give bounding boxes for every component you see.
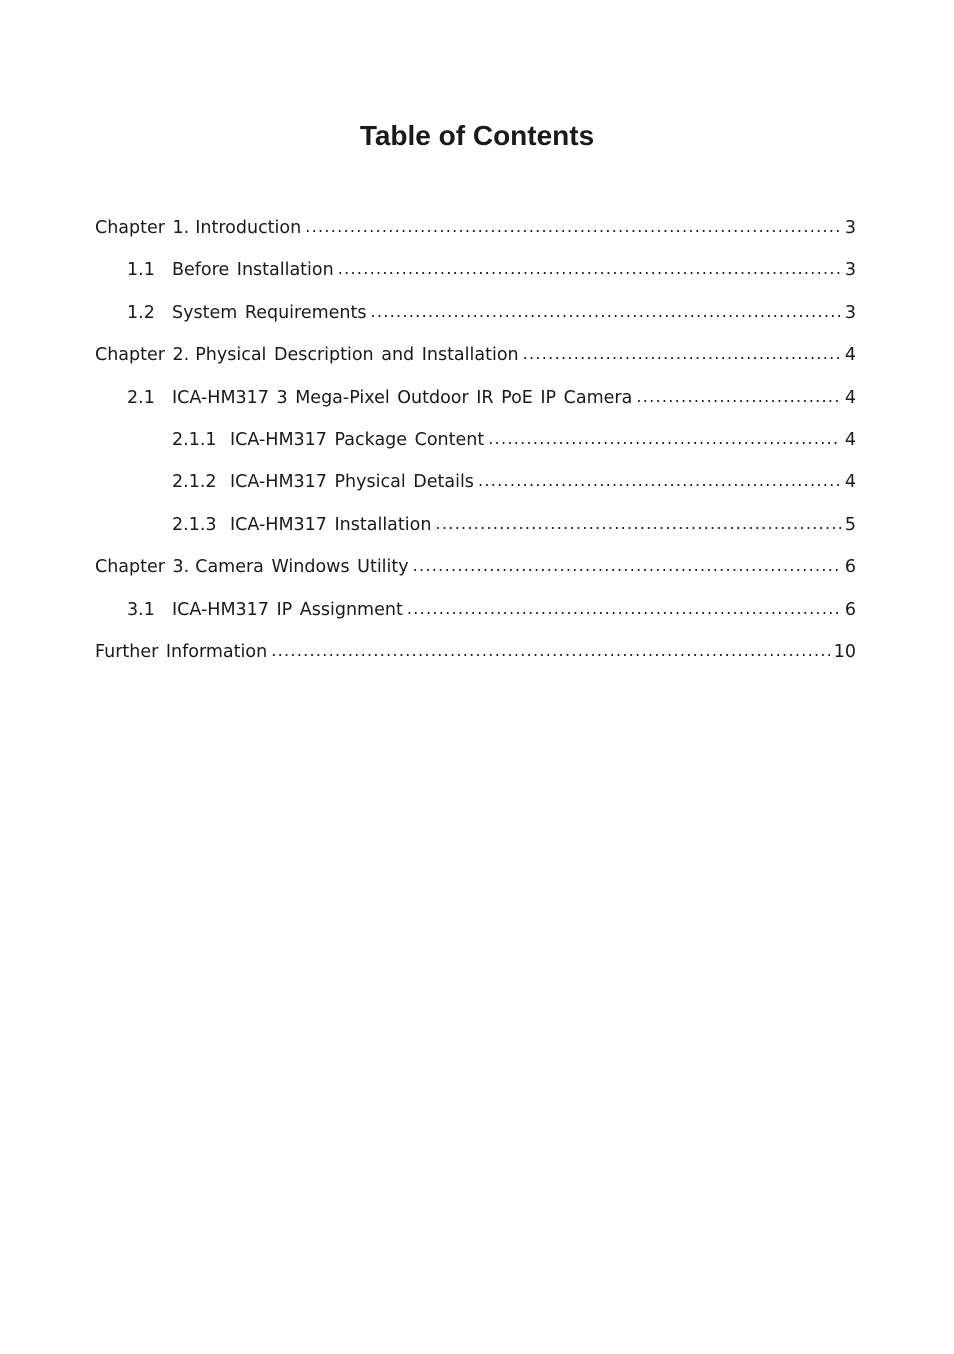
toc-entry-further-information[interactable] (95, 639, 856, 681)
toc-entry-label: ICA-HM317 IP Assignment (172, 599, 403, 620)
toc-entry-3-1[interactable] (95, 597, 856, 639)
dot-leader (435, 512, 840, 537)
toc-entry-number: 2.1.2 (172, 472, 217, 493)
toc-entry-number: Chapter 1. (95, 218, 190, 238)
toc-entry-page: 3 (844, 260, 856, 281)
toc-entry-page: 3 (844, 218, 856, 238)
toc-entry-page: 3 (844, 302, 856, 323)
dot-leader (271, 639, 830, 664)
toc-entry-page: 4 (844, 345, 856, 366)
toc-entry-2-1-1[interactable] (95, 427, 856, 469)
toc-entry-number: 2.1.3 (172, 514, 217, 535)
toc-entry-page: 6 (844, 599, 856, 620)
toc-entry-number: 2.1 (127, 387, 155, 408)
toc-entry-label: System Requirements (172, 302, 367, 323)
dot-leader (413, 554, 841, 579)
toc-entry-label: Further Information (95, 641, 268, 662)
toc-entry-1-2[interactable] (95, 300, 856, 342)
dot-leader (523, 342, 841, 367)
toc-entry-page: 6 (844, 557, 856, 578)
toc-entry-page: 4 (844, 472, 856, 493)
toc-entry-label: ICA-HM317 3 Mega-Pixel Outdoor IR PoE IP Camera (172, 387, 633, 408)
toc-entry-number: 1.1 (127, 260, 155, 281)
toc-entry-number: 3.1 (127, 599, 155, 620)
toc-entry-label: Introduction (195, 218, 302, 238)
toc-entry-chapter-2[interactable] (95, 342, 856, 384)
toc-entry-label: Camera Windows Utility (195, 557, 409, 578)
toc-entry-2-1-3[interactable] (95, 512, 856, 554)
toc-entry-number: Chapter 2. (95, 345, 190, 366)
dot-leader (636, 385, 841, 410)
dot-leader (370, 300, 840, 325)
toc-entry-label: ICA-HM317 Installation (230, 514, 432, 535)
toc-entry-number: 1.2 (127, 302, 155, 323)
dot-leader (488, 427, 841, 452)
toc-entry-page: 4 (844, 429, 856, 450)
toc-entry-label: Before Installation (172, 260, 334, 281)
dot-leader (305, 215, 841, 240)
toc-entry-page: 5 (844, 514, 856, 535)
table-of-contents (95, 215, 856, 681)
toc-entry-chapter-1[interactable] (95, 215, 856, 257)
page-title: Table of Contents (359, 120, 595, 151)
toc-entry-page: 10 (833, 641, 856, 662)
toc-entry-label: ICA-HM317 Package Content (230, 429, 485, 450)
toc-entry-label: Physical Description and Installation (195, 345, 519, 366)
toc-entry-number: Chapter 3. (95, 557, 190, 578)
toc-entry-label: ICA-HM317 Physical Details (230, 472, 474, 493)
toc-entry-chapter-3[interactable] (95, 554, 856, 596)
toc-entry-1-1[interactable] (95, 257, 856, 299)
toc-entry-2-1[interactable] (95, 385, 856, 427)
dot-leader (407, 597, 841, 622)
dot-leader (338, 257, 841, 282)
toc-entry-number: 2.1.1 (172, 429, 217, 450)
dot-leader (478, 469, 841, 494)
toc-entry-page: 4 (844, 387, 856, 408)
toc-entry-2-1-2[interactable] (95, 469, 856, 511)
